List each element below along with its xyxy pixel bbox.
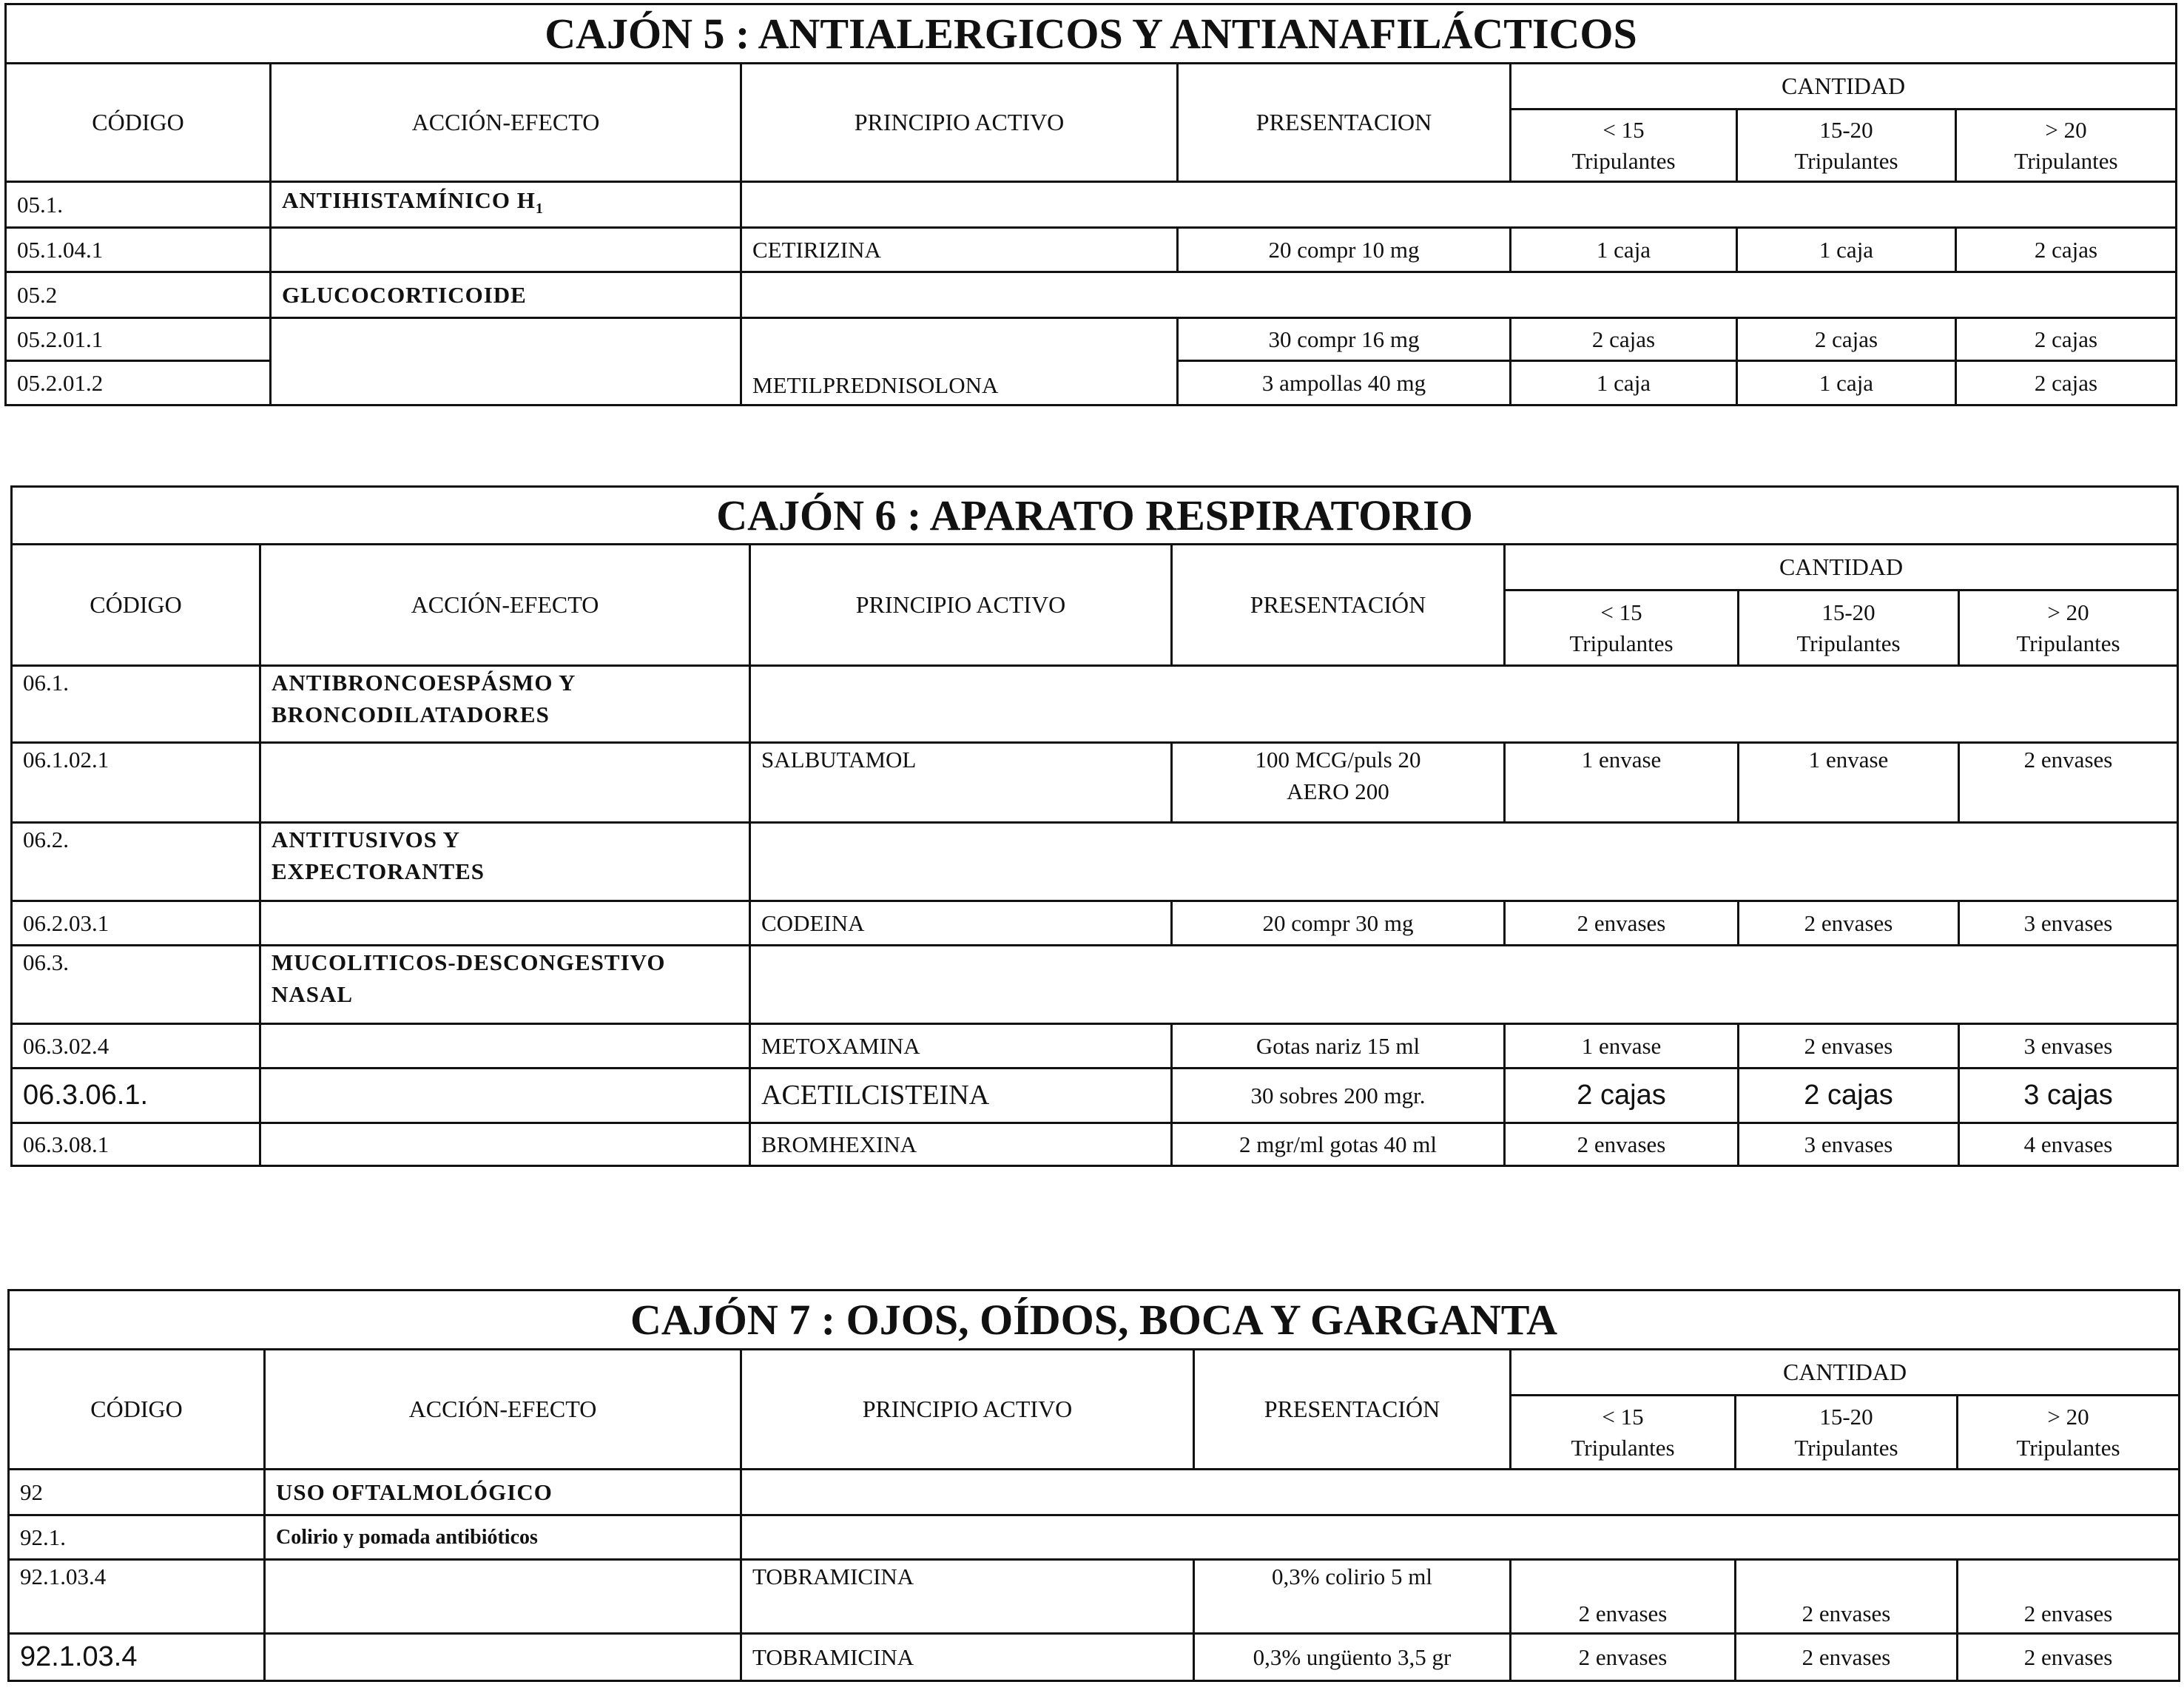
code-cell: 06.3. (12, 946, 260, 1024)
header-principio-activo: PRINCIPIO ACTIVO (741, 64, 1178, 182)
code-cell: 06.1. (12, 666, 260, 743)
code-cell: 06.3.02.4 (12, 1024, 260, 1069)
header-gt20: > 20 Tripulantes (1956, 110, 2177, 182)
qty-gt20-cell: 2 envases (1958, 1634, 2180, 1681)
code-cell: 92.1. (9, 1515, 265, 1560)
presentacion-cell: 0,3% ungüento 3,5 gr (1194, 1634, 1511, 1681)
code-cell: 05.2.01.1 (6, 318, 271, 361)
presentacion-cell: Gotas nariz 15 ml (1172, 1024, 1505, 1069)
qty-lt15-cell: 2 cajas (1511, 318, 1737, 361)
header-accion-efecto: ACCIÓN-EFECTO (265, 1350, 741, 1470)
group-row (12, 946, 2178, 1024)
drawer-7-table (7, 1289, 2180, 1682)
qty-lt15-cell: 1 envase (1505, 1024, 1739, 1069)
header-presentacion: PRESENTACIÓN (1194, 1350, 1511, 1470)
presentacion-cell: 20 compr 30 mg (1172, 901, 1505, 946)
header-gt20: > 20 Tripulantes (1959, 590, 2178, 666)
table-row (6, 228, 2177, 272)
header-gt20: > 20 Tripulantes (1958, 1396, 2180, 1470)
qty-15-20-cell: 3 envases (1739, 1123, 1959, 1166)
header-codigo: CÓDIGO (9, 1350, 265, 1470)
table-row (9, 1634, 2180, 1681)
drawer-6-table (10, 485, 2179, 1167)
qty-gt20-cell: 2 envases (1958, 1560, 2180, 1634)
code-cell: 05.2.01.2 (6, 361, 271, 406)
principio-cell: ACETILCISTEINA (750, 1069, 1172, 1123)
qty-gt20-cell: 2 cajas (1956, 228, 2177, 272)
qty-lt15-cell: 2 envases (1505, 1123, 1739, 1166)
qty-lt15-cell: 1 envase (1505, 743, 1739, 823)
presentacion-cell: 30 compr 16 mg (1178, 318, 1511, 361)
principio-cell: METOXAMINA (750, 1024, 1172, 1069)
header-cantidad: CANTIDAD (1511, 1350, 2180, 1396)
presentacion-cell: 3 ampollas 40 mg (1178, 361, 1511, 406)
group-row (6, 272, 2177, 318)
group-label: GLUCOCORTICOIDE (271, 272, 741, 318)
header-presentacion: PRESENTACIÓN (1172, 545, 1505, 666)
qty-gt20-cell: 4 envases (1959, 1123, 2178, 1166)
qty-gt20-cell: 3 envases (1959, 901, 2178, 946)
header-accion-efecto: ACCIÓN-EFECTO (260, 545, 750, 666)
presentacion-cell: 20 compr 10 mg (1178, 228, 1511, 272)
principio-cell: SALBUTAMOL (750, 743, 1172, 823)
header-15-20: 15-20 Tripulantes (1736, 1396, 1958, 1470)
presentacion-cell: 100 MCG/puls 20 AERO 200 (1172, 743, 1505, 823)
principio-cell: TOBRAMICINA (741, 1634, 1194, 1681)
header-accion-efecto: ACCIÓN-EFECTO (271, 64, 741, 182)
table-row (6, 318, 2177, 361)
principio-cell: TOBRAMICINA (741, 1560, 1194, 1634)
group-row (6, 182, 2177, 228)
qty-15-20-cell: 2 envases (1739, 901, 1959, 946)
presentacion-cell: 2 mgr/ml gotas 40 ml (1172, 1123, 1505, 1166)
code-cell: 05.1. (6, 182, 271, 228)
code-cell: 06.3.08.1 (12, 1123, 260, 1166)
header-codigo: CÓDIGO (12, 545, 260, 666)
principio-cell: BROMHEXINA (750, 1123, 1172, 1166)
qty-gt20-cell: 3 envases (1959, 1024, 2178, 1069)
header-principio-activo: PRINCIPIO ACTIVO (741, 1350, 1194, 1470)
header-cantidad: CANTIDAD (1505, 545, 2178, 590)
qty-gt20-cell: 3 cajas (1959, 1069, 2178, 1123)
qty-lt15-cell: 2 envases (1505, 901, 1739, 946)
qty-lt15-cell: 2 envases (1511, 1634, 1736, 1681)
qty-lt15-cell: 2 cajas (1505, 1069, 1739, 1123)
header-lt15: < 15 Tripulantes (1505, 590, 1739, 666)
group-label: ANTIHISTAMÍNICO $H_1$ (271, 182, 741, 228)
principio-cell: METILPREDNISOLONA (741, 318, 1178, 406)
code-cell: 06.2.03.1 (12, 901, 260, 946)
qty-lt15-cell: 1 caja (1511, 361, 1737, 406)
header-codigo: CÓDIGO (6, 64, 271, 182)
header-lt15: < 15 Tripulantes (1511, 110, 1737, 182)
drawer-5-table (4, 3, 2177, 406)
qty-15-20-cell: 1 caja (1737, 228, 1956, 272)
qty-15-20-cell: 1 caja (1737, 361, 1956, 406)
code-cell: 06.1.02.1 (12, 743, 260, 823)
group-label: USO OFTALMOLÓGICO (265, 1470, 741, 1515)
presentacion-cell: 0,3% colirio 5 ml (1194, 1560, 1511, 1634)
table-row (12, 1024, 2178, 1069)
header-15-20: 15-20 Tripulantes (1737, 110, 1956, 182)
principio-cell: CETIRIZINA (741, 228, 1178, 272)
principio-cell: CODEINA (750, 901, 1172, 946)
group-row (9, 1470, 2180, 1515)
code-cell: 05.2 (6, 272, 271, 318)
presentacion-cell: 30 sobres 200 mgr. (1172, 1069, 1505, 1123)
code-cell: 92.1.03.4 (9, 1560, 265, 1634)
qty-15-20-cell: 2 envases (1736, 1634, 1958, 1681)
qty-gt20-cell: 2 envases (1959, 743, 2178, 823)
table-row (12, 1123, 2178, 1166)
drawer-title: CAJÓN 5 : ANTIALERGICOS Y ANTIANAFILÁCTICOS (6, 4, 2177, 64)
qty-15-20-cell: 2 envases (1736, 1560, 1958, 1634)
header-cantidad: CANTIDAD (1511, 64, 2177, 110)
code-cell: 92 (9, 1470, 265, 1515)
qty-gt20-cell: 2 cajas (1956, 318, 2177, 361)
code-cell: 06.3.06.1. (12, 1069, 260, 1123)
group-label: ANTIBRONCOESPÁSMO Y BRONCODILATADORES (260, 666, 750, 743)
table-row (9, 1560, 2180, 1634)
qty-15-20-cell: 2 envases (1739, 1024, 1959, 1069)
code-cell: 06.2. (12, 823, 260, 901)
drawer-title: CAJÓN 7 : OJOS, OÍDOS, BOCA Y GARGANTA (9, 1290, 2180, 1350)
qty-15-20-cell: 2 cajas (1739, 1069, 1959, 1123)
header-15-20: 15-20 Tripulantes (1739, 590, 1959, 666)
table-row (12, 901, 2178, 946)
group-row (12, 823, 2178, 901)
header-lt15: < 15 Tripulantes (1511, 1396, 1736, 1470)
code-cell: 92.1.03.4 (9, 1634, 265, 1681)
group-label: MUCOLITICOS-DESCONGESTIVO NASAL (260, 946, 750, 1024)
header-principio-activo: PRINCIPIO ACTIVO (750, 545, 1172, 666)
header-presentacion: PRESENTACION (1178, 64, 1511, 182)
group-row (12, 666, 2178, 743)
qty-gt20-cell: 2 cajas (1956, 361, 2177, 406)
code-cell: 05.1.04.1 (6, 228, 271, 272)
table-row (12, 743, 2178, 823)
group-label: Colirio y pomada antibióticos (265, 1515, 741, 1560)
qty-15-20-cell: 1 envase (1739, 743, 1959, 823)
qty-lt15-cell: 2 envases (1511, 1560, 1736, 1634)
group-label: ANTITUSIVOS Y EXPECTORANTES (260, 823, 750, 901)
group-row (9, 1515, 2180, 1560)
table-row (12, 1069, 2178, 1123)
qty-15-20-cell: 2 cajas (1737, 318, 1956, 361)
drawer-title: CAJÓN 6 : APARATO RESPIRATORIO (12, 487, 2178, 545)
qty-lt15-cell: 1 caja (1511, 228, 1737, 272)
